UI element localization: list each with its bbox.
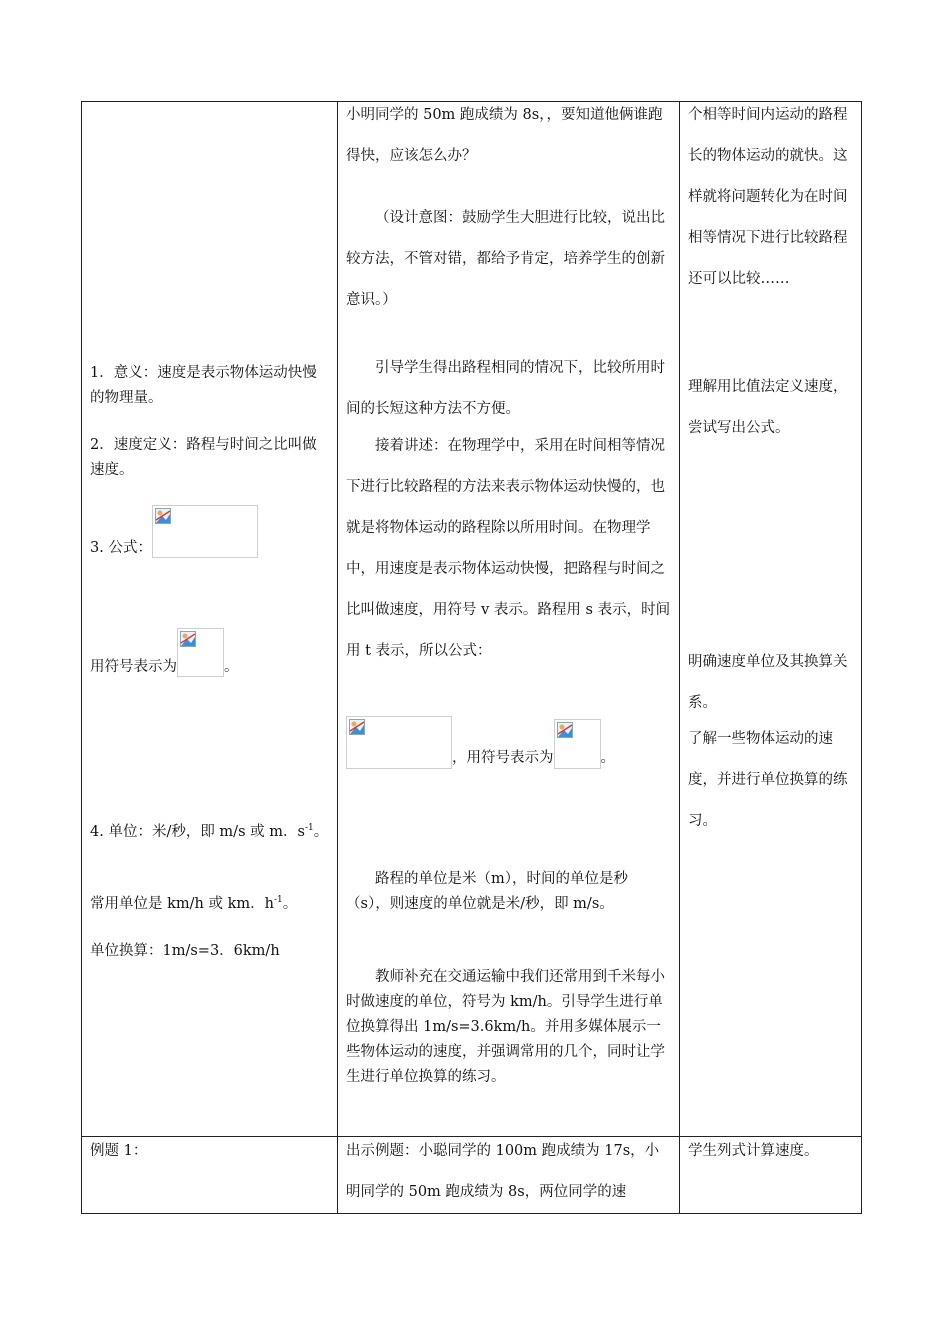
common-unit-text	[90, 892, 329, 917]
unit-exponent: -1	[304, 823, 314, 834]
student-formula-text: 理解用比值法定义速度，尝试写出公式。	[688, 379, 848, 436]
lesson-table	[81, 101, 862, 1214]
broken-image-icon	[155, 508, 171, 524]
lecture-text: 接着讲述：在物理学中，采用在时间相等情况下进行比较路程的方法来表示物体运动快慢的，也就是将物体运动的路程除以所用时间。在物理学中，用速度是表示物体运动快慢，把路程与时间之比叫做速度，用符号 v 表示。路程用 s 表示，时间用 t 表示，所以公式：	[346, 438, 671, 659]
table-row	[82, 1137, 862, 1214]
symbol-prefix: 用符号表示为	[90, 659, 177, 675]
formula-image	[346, 716, 452, 769]
example-student-text: 学生列式计算速度。	[688, 1143, 819, 1159]
formula-label: 3. 公式：	[90, 540, 152, 556]
example-text: 出示例题：小聪同学的 100m 跑成绩为 17s，小明同学的 50m 跑成绩为 8s，两位同学的速	[346, 1143, 660, 1200]
unit-text-end: 。	[313, 824, 329, 840]
formula-image	[152, 505, 258, 558]
formula-row	[346, 716, 671, 769]
symbol-end-text: 。	[600, 750, 615, 766]
example-label: 例题 1：	[90, 1143, 148, 1159]
design-intent-text: （设计意图：鼓励学生大胆进行比较，说出比较方法，不管对错，都给予肯定，培养学生的创新意识。）	[346, 210, 665, 308]
symbol-suffix: 。	[224, 659, 239, 675]
student-activity-cell	[680, 102, 862, 1137]
content-cell	[82, 102, 338, 1137]
conversion-text: 单位换算：1m/s=3．6km/h	[90, 943, 280, 959]
symbol-mid-text: ，用符号表示为	[452, 750, 554, 766]
question-text: 小明同学的 50m 跑成绩为 8s，，要知道他俩谁跑得快，应该怎么办？	[346, 107, 663, 164]
broken-image-icon	[180, 631, 196, 647]
common-unit-end: 。	[282, 896, 298, 912]
broken-image-icon	[557, 722, 573, 738]
teacher-activity-cell	[338, 102, 680, 1137]
supplement-text: 教师补充在交通运输中我们还常用到千米每小时做速度的单位，符号为 km/h。引导学生进行单位换算得出 1m/s=3.6km/h。并用多媒体展示一些物体运动的速度，并强调常用的几个，同时让学生进行单位换算的练习。	[346, 969, 665, 1085]
formula-row	[90, 505, 329, 558]
symbol-row	[90, 628, 329, 677]
unit-text	[90, 820, 329, 845]
example-label-cell	[82, 1137, 338, 1214]
symbol-formula-image	[554, 719, 601, 769]
common-unit-main: 常用单位是 km/h 或 km．h	[90, 896, 274, 912]
example-student-cell	[680, 1137, 862, 1214]
unit-text-main: 4. 单位：米/秒，即 m/s 或 m．s	[90, 824, 305, 840]
broken-image-icon	[349, 719, 365, 735]
symbol-formula-image	[177, 628, 224, 677]
common-unit-exponent: -1	[273, 895, 283, 906]
example-content-cell	[338, 1137, 680, 1214]
definition-text: 2．速度定义：路程与时间之比叫做速度。	[90, 437, 317, 478]
student-unit-text: 明确速度单位及其换算关系。	[688, 654, 848, 711]
unit-explanation-text: 路程的单位是米（m），时间的单位是秒（s），则速度的单位就是米/秒，即 m/s。	[346, 871, 628, 912]
table-row	[82, 102, 862, 1137]
guide-text: 引导学生得出路程相同的情况下，比较所用时间的长短这种方法不方便。	[346, 360, 665, 417]
meaning-text: 1．意义：速度是表示物体运动快慢的物理量。	[90, 365, 317, 406]
student-method-text: 个相等时间内运动的路程长的物体运动的就快。这样就将问题转化为在时间相等情况下进行比较路程还可以比较……	[688, 107, 848, 287]
student-practice-text: 了解一些物体运动的速度，并进行单位换算的练习。	[688, 731, 848, 829]
